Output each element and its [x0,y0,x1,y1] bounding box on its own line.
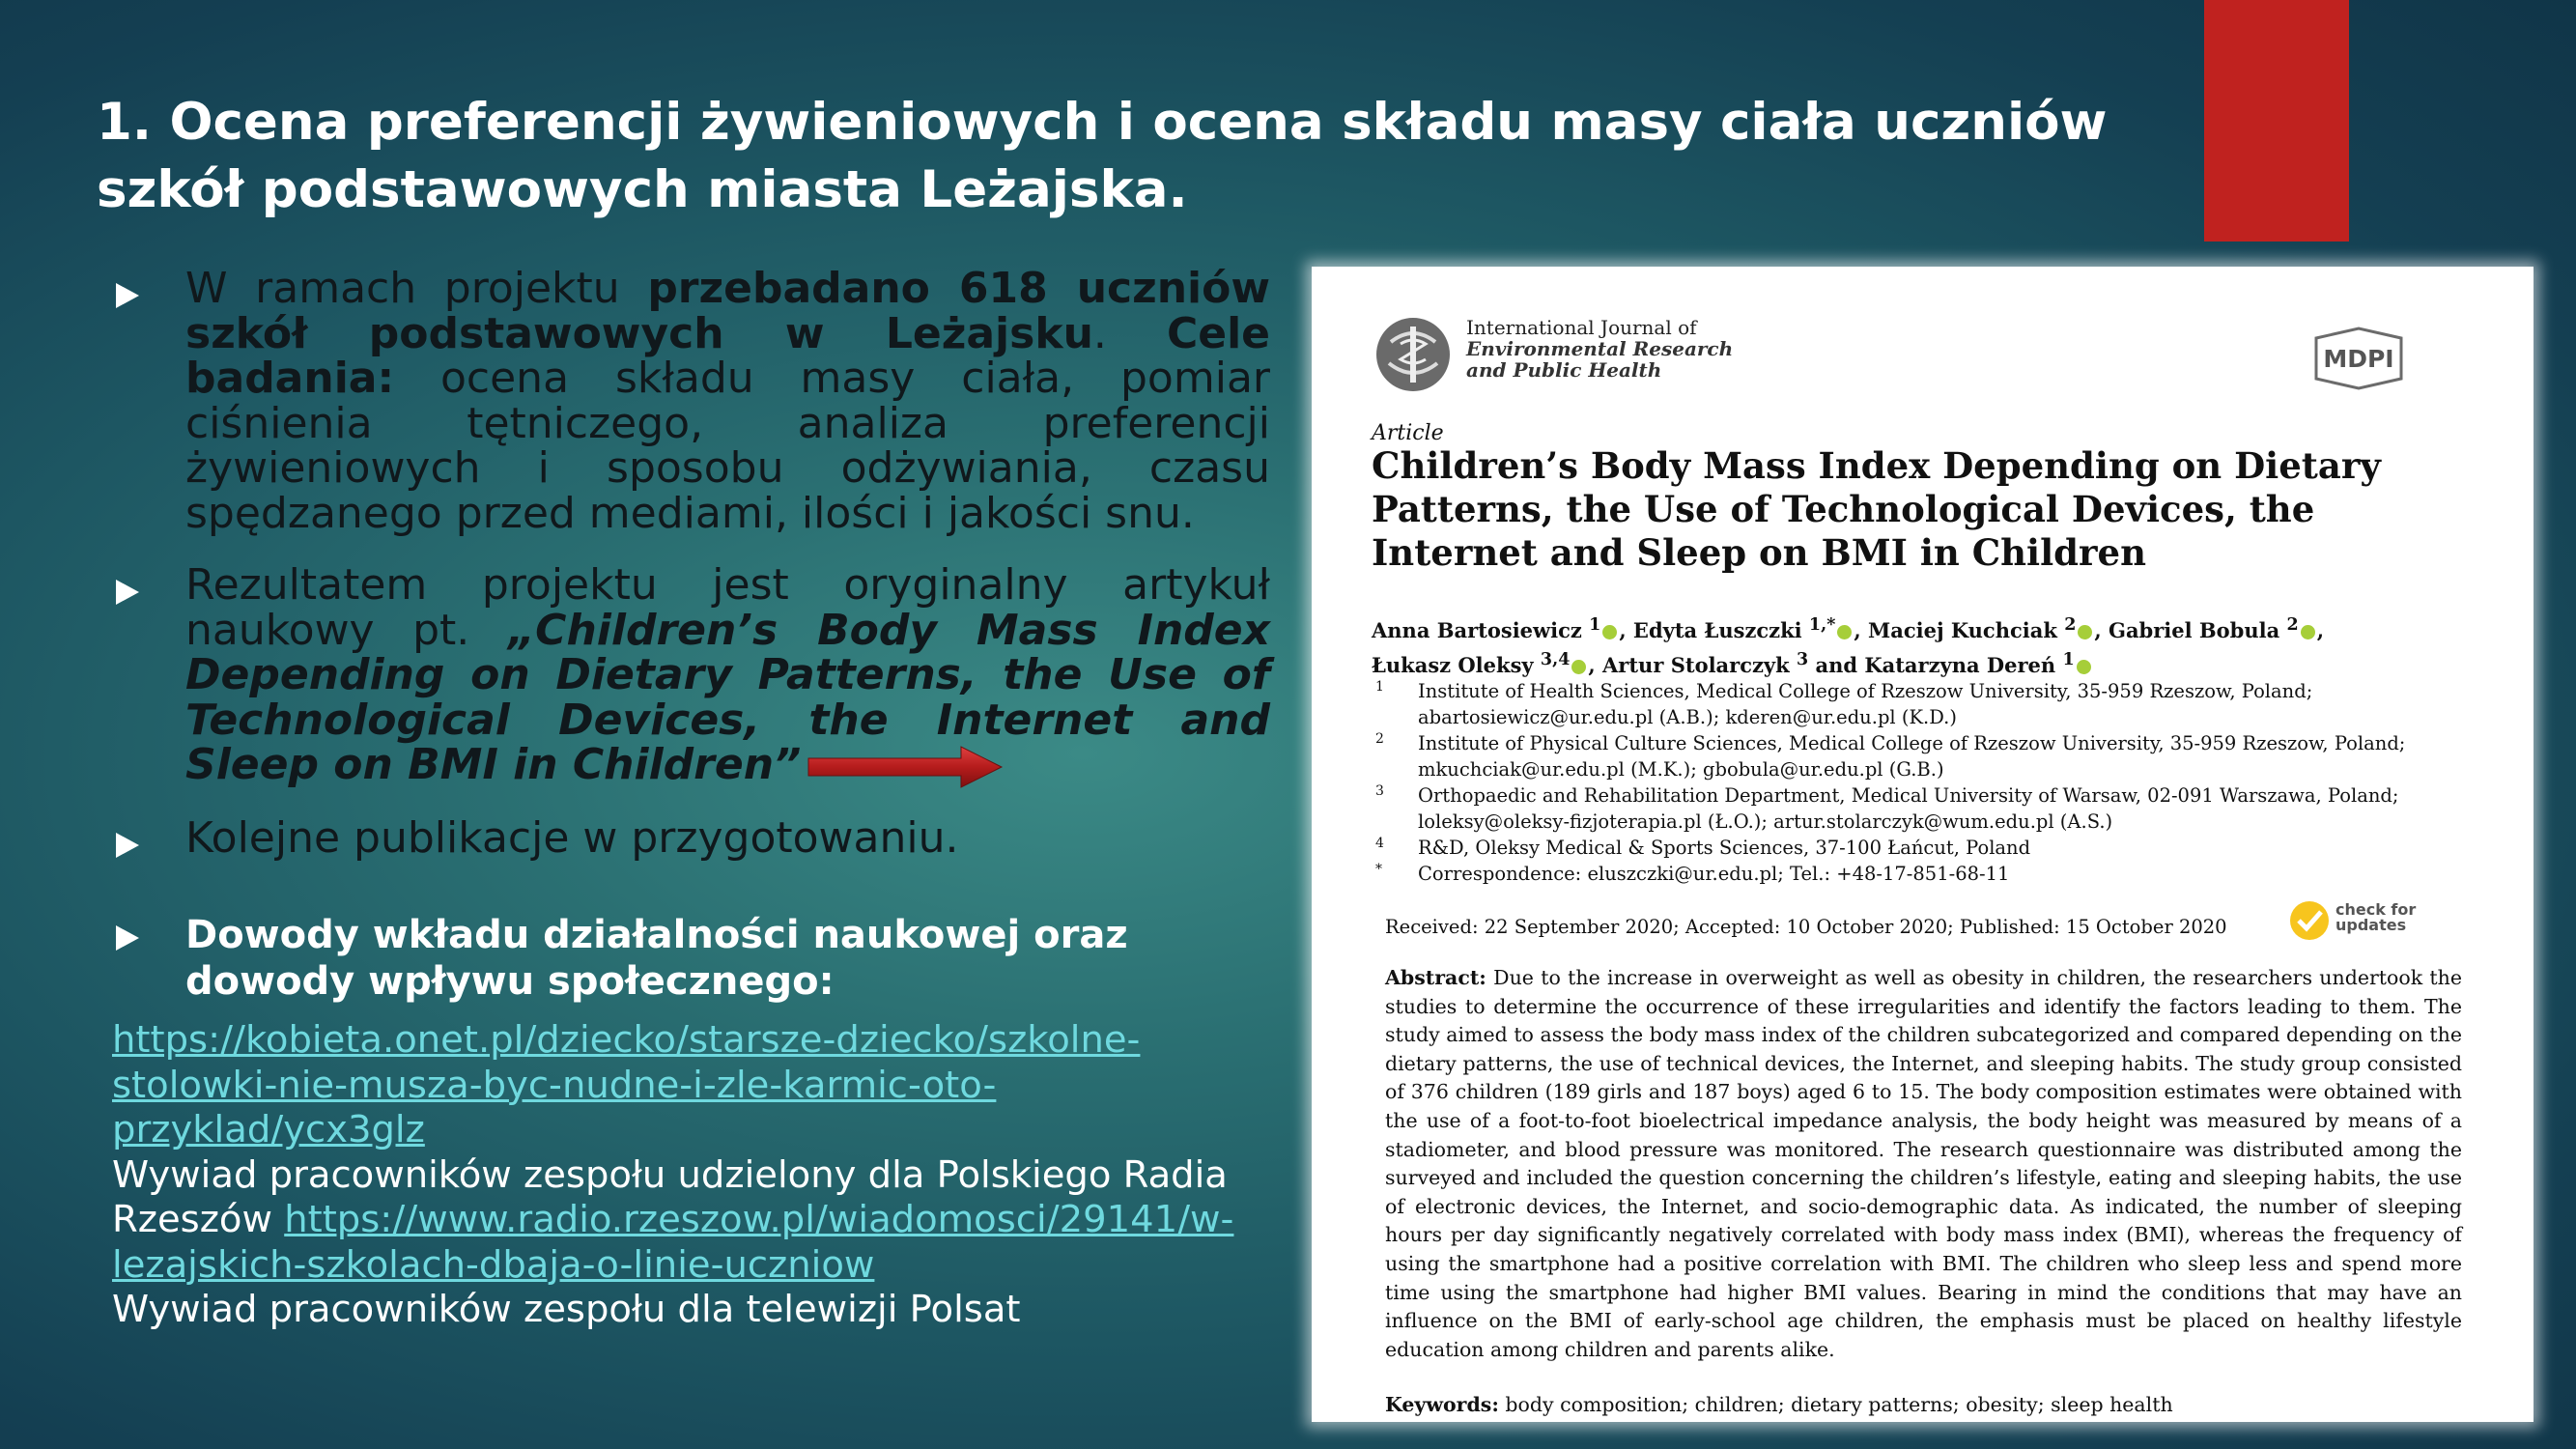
right-arrow-icon [807,745,1004,789]
bullet-text: Kolejne publikacje w przygotowaniu. [185,813,959,863]
bullet-item [106,813,1270,863]
affiliation-item: 3 Orthopaedic and Rehabilitation Department, Medical University of Warsaw, 02-091 Warszawa, Poland; loleksy@oleksy-fizjoterapia.pl (Ł.O.); artur.stolarczyk@wum.edu.pl (A.S.) [1375,783,2399,833]
bullet-text: . [1092,308,1167,358]
orcid-icon [1571,660,1586,674]
polsat-interview-text: Wywiad pracowników zespołu dla telewizji Polsat [112,1288,1021,1331]
bullet-item [106,560,1271,789]
paper-title: Children’s Body Mass Index Depending on Dietary Patterns, the Use of Technological Devices, the Internet and Sleep on BMI in Children [1372,444,2381,574]
bullet-bold-text: Cele badania: [185,308,1270,403]
bullet-triangle-icon [116,580,139,605]
orcid-icon [2301,625,2315,639]
journal-name: International Journal of Environmental Research and Public Health [1466,316,1734,382]
affiliation-item: 1 Institute of Health Sciences, Medical College of Rzeszow University, 35-959 Rzeszow, Poland; abartosiewicz@ur.edu.pl (A.B.); kderen@ur.edu.pl (K.D.) [1375,679,2313,728]
orcid-icon [1602,625,1617,639]
paper-abstract: Abstract: Due to the increase in overweight as well as obesity in children, the researchers undertook the studies to determine the occurrence of these irregularities and identify the factors leading to them. The study aimed to assess the body mass index of the children subcategorized and compared depending on the dietary patterns, the use of technical devices, the Internet, and sleeping habits. The study group consisted of 376 children (189 girls and 187 boys) aged 6 to 15. The body composition estimates were obtained with the use of a foot-to-foot bioelectrical impedance analysis, the body height was measured by means of a stadiometer, and blood pressure was monitored. The research questionnaire was distributed among the surveyed and included the question concerning the children’s lifestyle, eating and sleeping habits, the use of electronic devices, the Internet, and socio-demographic data. As indicated, the number of sleeping hours per day significantly negatively correlated with body mass index (BMI), whereas the frequency of using the smartphone had a positive correlation with BMI. The children who sleep less and spend more time using the smartphone had higher BMI values. Bearing in mind the conditions that may have an influence on the BMI of early-school age children, the emphasis must be placed on healthy lifestyle education among children and parents alike. [1385,966,2462,1361]
radio-rzeszow-link[interactable]: https://www.radio.rzeszow.pl/wiadomosci/29141/w-lezajskich-szkolach-dbaja-o-linie-uczniow [112,1198,1234,1287]
evidence-heading-text: Dowody wkładu działalności naukowej oraz dowody wpływu społecznego: [185,913,1128,1004]
evidence-links [112,1018,1300,1333]
bullet-text: W ramach projektu [185,264,648,313]
check-for-updates-label: check for updates [2335,900,2417,934]
paper-keywords: Keywords: body composition; children; dietary patterns; obesity; sleep health [1385,1393,2173,1416]
evidence-section [106,912,1275,1005]
accent-bar [2204,0,2349,242]
paper-screenshot [1312,267,2534,1422]
affiliation-item: * Correspondence: eluszczki@ur.edu.pl; Tel.: +48-17-851-68-11 [1375,862,2010,885]
slide-title: 1. Ocena preferencji żywieniowych i ocena składu masy ciała uczniów szkół podstawowych miasta Leżajska. [97,93,2108,219]
onet-article-link[interactable]: https://kobieta.onet.pl/dziecko/starsze-dziecko/szkolne-stolowki-nie-musza-byc-nudne-i-zle-karmic-oto-przyklad/ycx3glz [112,1018,1141,1151]
bullet-list [106,264,1271,863]
bullet-text: ocena składu masy ciała, pomiar ciśnienia tętniczego, analiza preferencji żywieniowych i sposobu odżywiania, czasu spędzanego przed mediami, ilości i jakości snu. [185,354,1270,538]
radio-interview-text: Wywiad pracowników zespołu udzielony dla Polskiego Radia Rzeszów [112,1152,1228,1241]
publication-dates: Received: 22 September 2020; Accepted: 10 October 2020; Published: 15 October 2020 [1385,916,2227,938]
article-title-text: „Children’s Body Mass Index Depending on Dietary Patterns, the Use of Technological Devices, the Internet and Sleep on BMI in Children” [185,605,1271,789]
bullet-item [106,264,1270,538]
orcid-icon [2077,660,2091,674]
check-for-updates-icon [2287,898,2332,943]
article-type-label: Article [1372,421,1444,445]
author-list: Anna Bartosiewicz $^1$ , Edyta Łuszczki $^{1,*}$ , Maciej Kuchciak $^2$ , Gabriel Bobula $^2$ , Łukasz Oleksy $^{3,4}$ , Artur Stolarczyk $^3$ and Katarzyna Dereń $^1$ [1372,615,2325,677]
evidence-heading [106,912,1275,1005]
bullet-triangle-icon [116,925,139,951]
bullet-triangle-icon [116,833,139,858]
bullet-text: Rezultatem projektu jest oryginalny artykuł naukowy pt. [185,560,1270,655]
ijerph-logo-icon [1372,315,1455,394]
orcid-icon [2078,625,2092,639]
affiliation-list [1372,678,2482,887]
bullet-bold-text: przebadano 618 uczniów szkół podstawowych w Leżajsku [185,264,1270,358]
affiliation-item: 4 R&D, Oleksy Medical & Sports Sciences, 37-100 Łańcut, Poland [1375,836,2031,859]
orcid-icon [1837,625,1852,639]
affiliation-item: 2 Institute of Physical Culture Sciences, Medical College of Rzeszow University, 35-959 Rzeszow, Poland; mkuchciak@ur.edu.pl (M.K.); gbobula@ur.edu.pl (G.B.) [1375,731,2406,781]
bullet-triangle-icon [116,283,139,308]
mdpi-logo-icon [2307,327,2411,390]
svg-text:MDPI: MDPI [2323,345,2394,373]
